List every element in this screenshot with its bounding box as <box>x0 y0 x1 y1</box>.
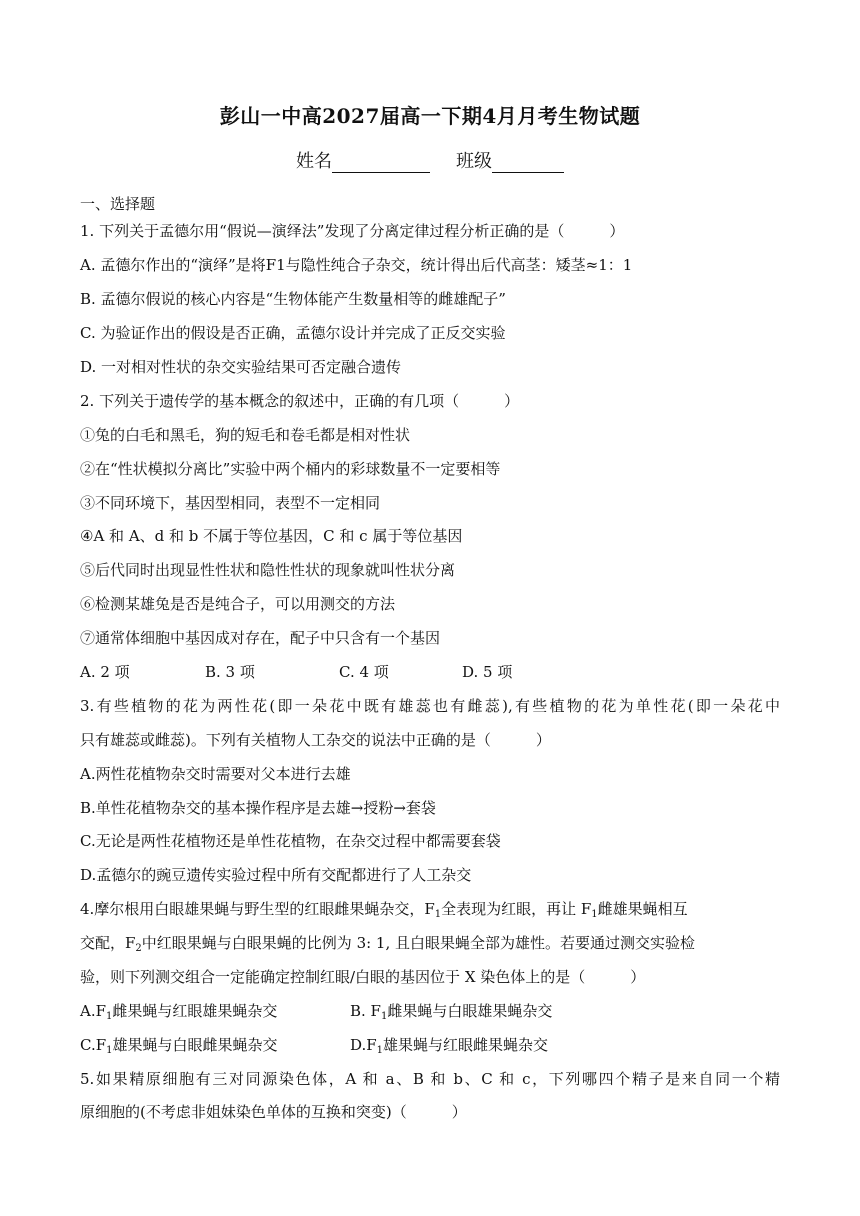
q5-stem-line-1: 5.如果精原细胞有三对同源染色体，A 和 a、B 和 b、C 和 c，下列哪四个精子是来自同一个精 <box>80 1070 780 1088</box>
q5-stem-line-2: 原细胞的(不考虑非姐妹染色单体的互换和突变)（ ） <box>80 1103 467 1121</box>
name-blank[interactable] <box>332 152 430 173</box>
q2-option-a: A. 2 项 <box>80 663 130 681</box>
q2-statement-3: ③不同环境下，基因型相同，表型不一定相同 <box>80 494 381 512</box>
q2-option-b: B. 3 项 <box>205 663 255 681</box>
q2-statement-1: ①兔的白毛和黑毛，狗的短毛和卷毛都是相对性状 <box>80 426 411 444</box>
class-blank[interactable] <box>492 152 564 173</box>
class-label: 班级 <box>456 151 492 172</box>
q1-option-b: B. 孟德尔假说的核心内容是“生物体能产生数量相等的雌雄配子” <box>80 290 506 308</box>
q1-stem: 1. 下列关于孟德尔用“假说—演绎法”发现了分离定律过程分析正确的是（ ） <box>80 222 625 240</box>
q3-option-c: C.无论是两性花植物还是单性花植物，在杂交过程中都需要套袋 <box>80 832 501 850</box>
q1-option-c: C. 为验证作出的假设是否正确，孟德尔设计并完成了正反交实验 <box>80 324 506 342</box>
q4-option-a: $A.F_1$雌果蝇与红眼雄果蝇杂交 <box>80 1002 278 1022</box>
q4-option-d: $D.F_1$雄果蝇与红眼雌果蝇杂交 <box>350 1036 549 1056</box>
name-class-bar <box>0 147 860 173</box>
q4-options-row-2 <box>80 1034 780 1062</box>
section-heading: 一、选择题 <box>80 195 156 213</box>
q4-stem-line-1: 4.摩尔根用白眼雄果蝇与野生型的红眼雌果蝇杂交，$F_1$全表现为红眼，再让 $F_1$雌雄果蝇相互 <box>80 900 688 920</box>
q4-option-c: $C.F_1$雄果蝇与白眼雌果蝇杂交 <box>80 1036 278 1056</box>
q3-option-b: B.单性花植物杂交的基本操作程序是去雄→授粉→套袋 <box>80 799 436 817</box>
q2-option-d: D. 5 项 <box>462 663 513 681</box>
q2-statement-7: ⑦通常体细胞中基因成对存在，配子中只含有一个基因 <box>80 629 441 647</box>
exam-title: 彭山一中高2027届高一下期4月月考生物试题 <box>219 104 641 128</box>
name-label: 姓名 <box>296 151 332 172</box>
q2-statement-4: ④A 和 A、d 和 b 不属于等位基因，C 和 c 属于等位基因 <box>80 527 463 545</box>
q1-option-a: A. 孟德尔作出的“演绎”是将F1与隐性纯合子杂交，统计得出后代高茎：矮茎≈1：1 <box>80 256 633 274</box>
q4-options-row-1 <box>80 1000 780 1028</box>
q2-statement-2: ②在“性状模拟分离比”实验中两个桶内的彩球数量不一定要相等 <box>80 460 501 478</box>
q3-option-a: A.两性花植物杂交时需要对父本进行去雄 <box>80 765 351 783</box>
q4-stem-line-3: 验，则下列测交组合一定能确定控制红眼/白眼的基因位于 X 染色体上的是（ ） <box>80 968 646 986</box>
q2-statement-5: ⑤后代同时出现显性性状和隐性性状的现象就叫性状分离 <box>80 561 456 579</box>
q2-option-c: C. 4 项 <box>339 663 389 681</box>
q4-option-b: B. $F_1$雌果蝇与白眼雄果蝇杂交 <box>350 1002 553 1022</box>
q3-option-d: D.孟德尔的豌豆遗传实验过程中所有交配都进行了人工杂交 <box>80 866 472 884</box>
q3-stem-line-2: 只有雄蕊或雌蕊)。下列有关植物人工杂交的说法中正确的是（ ） <box>80 731 551 749</box>
q2-statement-6: ⑥检测某雄兔是否是纯合子，可以用测交的方法 <box>80 595 396 613</box>
q4-stem-line-2: 交配，$F_2$中红眼果蝇与白眼果蝇的比例为 3: 1, 且白眼果蝇全部为雄性。若要通过测交实验检 <box>80 934 696 954</box>
q2-options-row <box>80 661 780 683</box>
q3-stem-line-1: 3.有些植物的花为两性花(即一朵花中既有雄蕊也有雌蕊),有些植物的花为单性花(即一朵花中 <box>80 697 780 715</box>
q1-option-d: D. 一对相对性状的杂交实验结果可否定融合遗传 <box>80 358 402 376</box>
q2-stem: 2. 下列关于遗传学的基本概念的叙述中，正确的有几项（ ） <box>80 392 520 410</box>
